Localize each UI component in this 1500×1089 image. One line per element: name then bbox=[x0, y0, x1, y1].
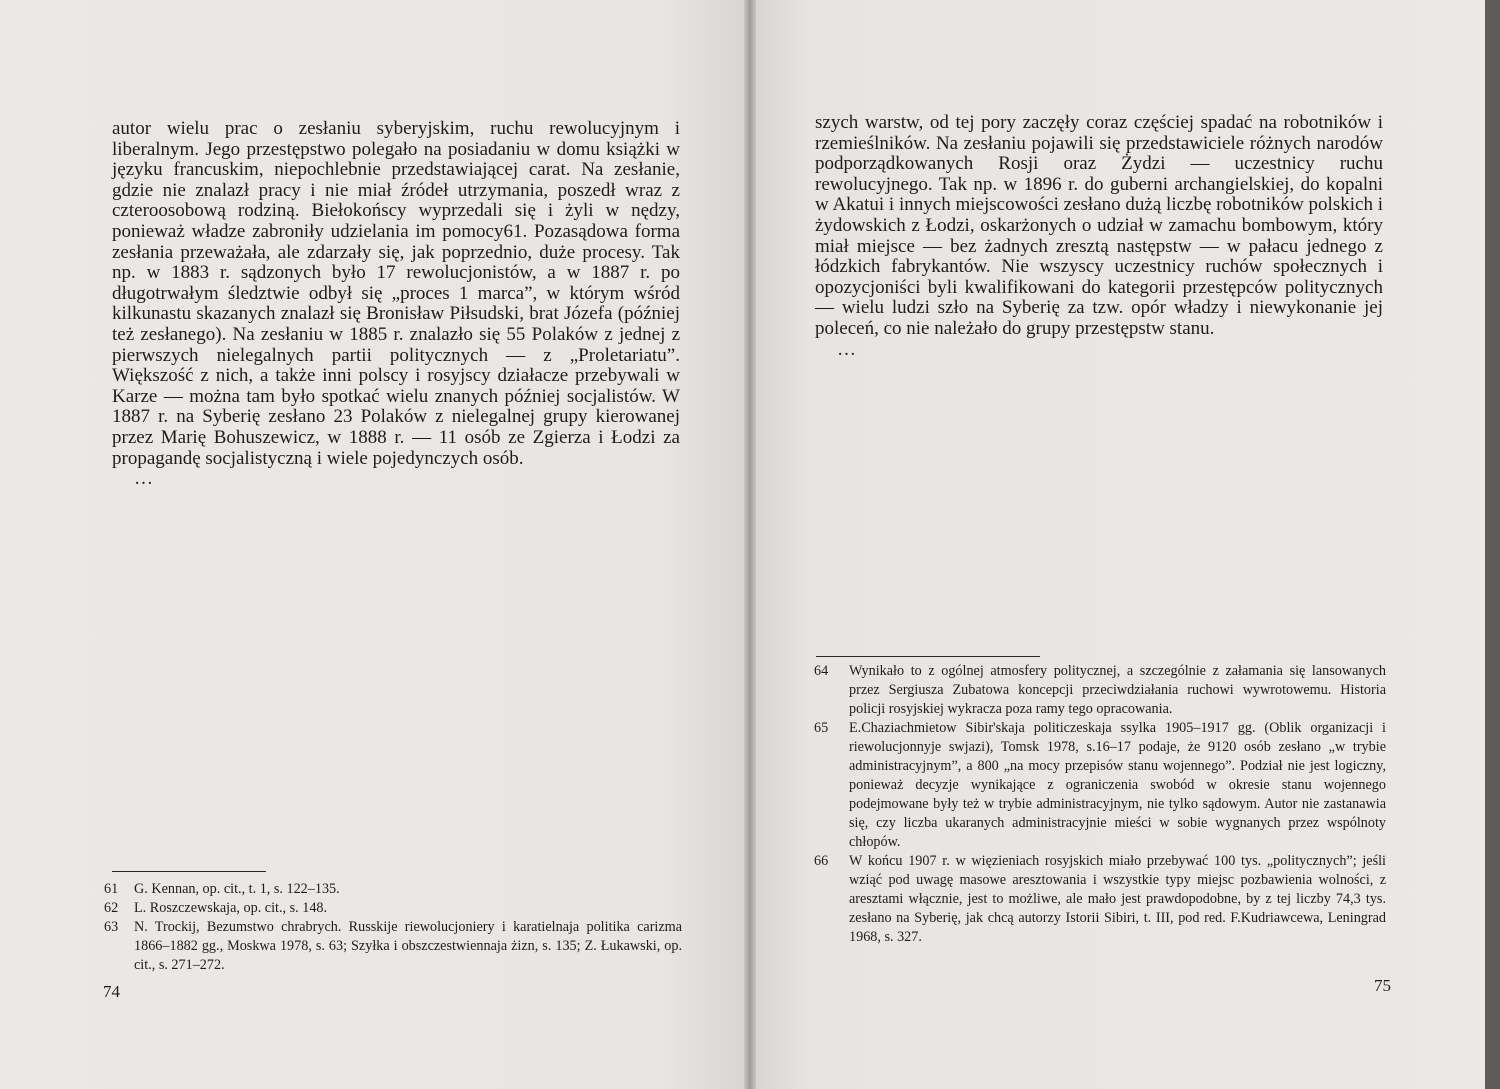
right-page bbox=[750, 0, 1485, 1089]
body-paragraph: szych warstw, od tej pory zaczęły coraz częściej spadać na robotników i rzemieślników. Na zesłaniu pojawili się przedstawiciele różnych narodów podporządkowanych Rosji oraz Żydzi — uczestnicy ruchu rewolucyjnego. Tak np. w 1896 r. do guberni archangielskiej, do kopalni w Akatui i innych miejscowości zesłano dużą liczbę robotników polskich i żydowskich z Łodzi, oskarżonych o udział w zamachu bombowym, który miał miejsce — bez żadnych zresztą następstw — w pałacu jednego z łódzkich fabrykantów. Nie wszyscy uczestnicy ruchów społecznych i opozycjoniści byli kwalifikowani do kategorii przestępców politycznych — wielu ludzi szło na Syberię za tzw. opór władzy i niewykonanie jej poleceń, co nie należało do grupy przestępstw stanu. bbox=[815, 112, 1383, 339]
footnote-rule bbox=[112, 871, 266, 872]
footnote-text: L. Roszczewskaja, op. cit., s. 148. bbox=[134, 900, 328, 916]
book-edge bbox=[1485, 0, 1500, 1089]
footnote-rule bbox=[816, 656, 1040, 657]
footnote-number: 65 bbox=[814, 720, 829, 736]
footnote-number: 61 bbox=[104, 881, 119, 897]
footnote bbox=[104, 918, 682, 975]
footnote-number: 63 bbox=[104, 919, 119, 935]
footnote-text: W końcu 1907 r. w więzieniach rosyjskich miało przebywać 100 tys. „politycznych”; jeśli wziąć pod uwagę masowe aresztowania i wszystkie typy miejsc pozbawienia wolności, z aresztami włącznie, jest to możliwe, ale mało jest prawdopodobne, by z tej liczby 74,3 tys. zesłano na Syberię, jak chcą autorzy Istorii Sibiri, t. III, pod red. F.Kudriawcewa, Leningrad 1968, s. 327. bbox=[849, 853, 1386, 945]
footnote bbox=[814, 719, 1386, 852]
left-page-body bbox=[112, 119, 680, 490]
footnote bbox=[814, 662, 1386, 719]
footnote-text: N. Trockij, Bezumstwo chrabrych. Russkije riewolucjoniery i karatielnaja politika carizma 1866–1882 gg., Moskwa 1978, s. 63; Szyłka i obszczestwiennaja żizn, s. 135; Z. Łukawski, op. cit., s. 271–272. bbox=[134, 919, 682, 973]
footnote bbox=[104, 899, 682, 918]
footnote bbox=[104, 880, 682, 899]
body-paragraph: … bbox=[134, 468, 153, 490]
body-paragraph: … bbox=[837, 338, 856, 360]
footnote bbox=[814, 852, 1386, 947]
footnote-number: 64 bbox=[814, 663, 829, 679]
body-paragraph: autor wielu prac o zesłaniu syberyjskim, ruchu rewolucyjnym i liberalnym. Jego przestępstwo polegało na posiadaniu w domu książki w języku francuskim, niepochlebnie przedstawiającej carat. Na zesłanie, gdzie nie znalazł pracy i nie miał źródeł utrzymania, poszedł wraz z czteroosobową rodziną. Biełokońscy wyprzedali się i żyli w nędzy, ponieważ władze zabroniły udzielania im pomocy61. Pozasądowa forma zesłania przeważała, ale zdarzały się, jak poprzednio, duże procesy. Tak np. w 1883 r. sądzonych było 17 rewolucjonistów, a w 1887 r. po długotrwałym śledztwie odbył się „proces 1 marca”, w którym wśród kilkunastu skazanych znalazł się Bronisław Piłsudski, brat Józefa (później też zesłanego). Na zesłaniu w 1885 r. znalazło się 55 Polaków z jednej z pierwszych nielegalnych partii politycznych — z „Proletariatu”. Większość z nich, a także inni polscy i rosyjscy działacze przebywali w Karze — można tam było spotkać wielu znanych później socjalistów. W 1887 r. na Syberię zesłano 23 Polaków z nielegalnej grupy kierowanej przez Marię Bohuszewicz, w 1888 r. — 11 osób ze Zgierza i Łodzi za propagandę socjalistyczną i wiele pojedynczych osób. bbox=[112, 118, 680, 469]
page-number: 75 bbox=[1374, 976, 1391, 995]
footnote-text: E.Chaziachmietow Sibir'skaja politiczeskaja ssylka 1905–1917 gg. (Oblik organizacji i riewolucjonnyje swjazi), Tomsk 1978, s.16–17 podaje, że 9120 osób zesłano „w trybie administracyjnym”, a 800 „na mocy przepisów stanu wojennego”. Podział nie jest logiczny, ponieważ decyzje wynikające z ograniczenia swobód w okresie stanu wojennego podejmowane były też w trybie administracyjnym, nie tylko sądowym. Autor nie zastanawia się, czy liczba ukaranych administracyjnie mieści w sobie wygnanych przez wspólnoty chłopów. bbox=[849, 720, 1386, 850]
footnote-number: 66 bbox=[814, 853, 829, 869]
footnote-number: 62 bbox=[104, 900, 119, 916]
right-page-body bbox=[815, 113, 1383, 360]
book-gutter bbox=[744, 0, 756, 1089]
page-number: 74 bbox=[103, 982, 120, 1001]
left-footnotes bbox=[104, 880, 682, 975]
footnote-text: G. Kennan, op. cit., t. 1, s. 122–135. bbox=[134, 881, 340, 897]
footnote-text: Wynikało to z ogólnej atmosfery politycznej, a szczególnie z załamania się lansowanych przez Sergiusza Zubatowa koncepcji przeciwdziałania ruchowi wywrotowemu. Historia policji rosyjskiej wykracza poza ramy tego opracowania. bbox=[849, 663, 1386, 717]
right-footnotes bbox=[814, 662, 1386, 947]
